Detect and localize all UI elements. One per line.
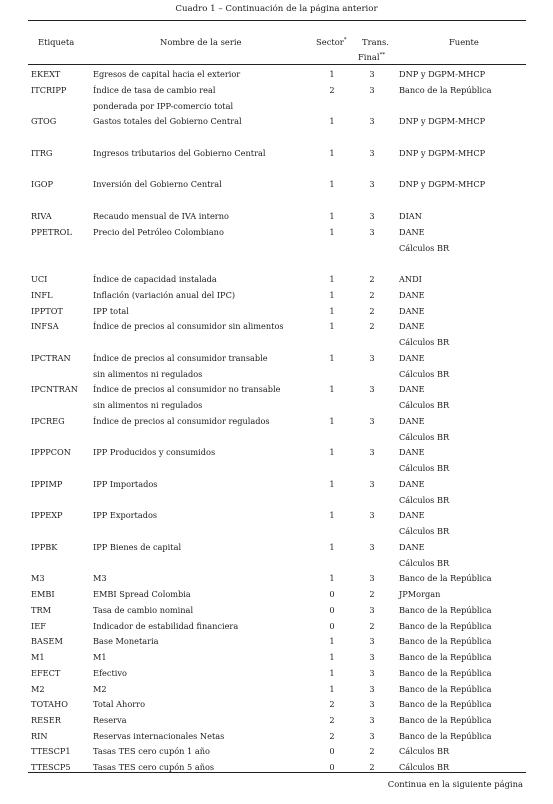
cell-sector: 1 [329, 668, 335, 678]
cell-series-name: Efectivo [93, 668, 127, 678]
cell-label: IPCREG [31, 416, 65, 426]
cell-series-name: Índice de capacidad instalada [93, 274, 217, 284]
header-trans-text: Final [358, 52, 380, 62]
cell-trans: 2 [369, 306, 375, 316]
cell-label: TTESCP5 [31, 762, 71, 772]
cell-source: DANE [399, 321, 425, 331]
cell-sector: 1 [329, 384, 335, 394]
cell-series-name: Total Ahorro [93, 699, 146, 709]
cell-label: IPPPCON [31, 447, 71, 457]
cell-label: IPPIMP [31, 479, 63, 489]
cell-label: RESER [31, 715, 61, 725]
cell-trans: 3 [369, 542, 375, 552]
cell-source: ANDI [399, 274, 422, 284]
cell-sector: 1 [329, 274, 335, 284]
cell-trans: 3 [369, 731, 375, 741]
cell-sector: 1 [329, 321, 335, 331]
cell-sector: 2 [329, 85, 335, 95]
cell-source: Banco de la República [399, 684, 492, 694]
header-sector-mark: * [343, 37, 347, 44]
cell-label: M1 [31, 652, 45, 662]
cell-source: Cálculos BR [399, 746, 450, 756]
cell-sector: 1 [329, 306, 335, 316]
header-label: Etiqueta [38, 37, 75, 47]
cell-trans: 3 [369, 69, 375, 79]
cell-source: DANE [399, 227, 425, 237]
cell-source: DANE [399, 479, 425, 489]
cell-label: IPPBK [31, 542, 58, 552]
cell-sector: 2 [329, 731, 335, 741]
cell-series-name: Índice de precios al consumidor sin alimentos [93, 321, 284, 331]
cell-source: DANE [399, 306, 425, 316]
cell-source: DNP y DGPM-MHCP [399, 148, 486, 158]
cell-source-continued: Cálculos BR [399, 558, 450, 568]
cell-sector: 1 [329, 684, 335, 694]
cell-source: Banco de la República [399, 699, 492, 709]
cell-source: DANE [399, 447, 425, 457]
cell-label: UCI [31, 274, 48, 284]
header-source: Fuente [449, 37, 479, 47]
cell-sector: 1 [329, 573, 335, 583]
cell-sector: 1 [329, 69, 335, 79]
cell-source: DNP y DGPM-MHCP [399, 179, 486, 189]
header-sector-text: Sector [316, 37, 344, 47]
cell-label: GTOG [31, 116, 57, 126]
cell-sector: 1 [329, 542, 335, 552]
cell-label: TTESCP1 [31, 746, 71, 756]
cell-sector: 0 [329, 621, 335, 631]
cell-sector: 1 [329, 510, 335, 520]
cell-source-continued: Cálculos BR [399, 463, 450, 473]
cell-sector: 1 [329, 227, 335, 237]
cell-trans: 3 [369, 684, 375, 694]
cell-source: DNP y DGPM-MHCP [399, 116, 486, 126]
cell-trans: 2 [369, 290, 375, 300]
cell-series-name: IPP Producidos y consumidos [93, 447, 216, 457]
cell-series-name: EMBI Spread Colombia [93, 589, 191, 599]
cell-source: DANE [399, 290, 425, 300]
cell-series-name: Base Monetaria [93, 636, 159, 646]
header-name: Nombre de la serie [160, 37, 242, 47]
cell-series-name: Reserva [93, 715, 127, 725]
cell-source: Banco de la República [399, 605, 492, 615]
table-caption: Cuadro 1 – Continuación de la página anterior [175, 4, 378, 14]
cell-series-name: IPP Importados [93, 479, 158, 489]
cell-sector: 2 [329, 715, 335, 725]
cell-series-name: Precio del Petróleo Colombiano [93, 227, 224, 237]
cell-source: Banco de la República [399, 573, 492, 583]
cell-label: ITRG [31, 148, 53, 158]
cell-series-name-continued: ponderada por IPP-comercio total [93, 101, 234, 111]
cell-series-name: Reservas internacionales Netas [93, 731, 225, 741]
cell-sector: 0 [329, 589, 335, 599]
cell-trans: 3 [369, 479, 375, 489]
cell-series-name: Tasas TES cero cupón 1 año [93, 746, 210, 756]
cell-label: IPCNTRAN [31, 384, 78, 394]
header-sector [316, 37, 347, 47]
cell-series-name: Egresos de capital hacia el exterior [93, 69, 241, 79]
cell-sector: 1 [329, 479, 335, 489]
cell-trans: 3 [369, 668, 375, 678]
cell-source: DANE [399, 416, 425, 426]
cell-series-name: Inversión del Gobierno Central [93, 179, 222, 189]
cell-series-name: Tasas TES cero cupón 5 años [93, 762, 215, 772]
top-rule [28, 20, 526, 21]
cell-trans: 3 [369, 116, 375, 126]
cell-label: INFSA [31, 321, 59, 331]
cell-series-name: Recaudo mensual de IVA interno [93, 211, 229, 221]
cell-sector: 0 [329, 605, 335, 615]
cell-trans: 3 [369, 699, 375, 709]
cell-label: EFECT [31, 668, 61, 678]
bottom-rule [28, 772, 526, 773]
cell-label: BASEM [31, 636, 63, 646]
cell-label: EKEXT [31, 69, 61, 79]
cell-label: RIVA [31, 211, 52, 221]
cell-sector: 1 [329, 116, 335, 126]
cell-series-name: M3 [93, 573, 107, 583]
cell-label: ITCRIPP [31, 85, 67, 95]
cell-series-name: Índice de precios al consumidor no transable [93, 384, 281, 394]
cell-sector: 2 [329, 699, 335, 709]
cell-trans: 2 [369, 621, 375, 631]
cell-source: DANE [399, 510, 425, 520]
cell-source: DNP y DGPM-MHCP [399, 69, 486, 79]
cell-sector: 1 [329, 148, 335, 158]
cell-series-name: Ingresos tributarios del Gobierno Central [93, 148, 266, 158]
cell-sector: 1 [329, 353, 335, 363]
cell-trans: 3 [369, 510, 375, 520]
cell-series-name: IPP Bienes de capital [93, 542, 182, 552]
cell-label: IGOP [31, 179, 53, 189]
cell-label: TOTAHO [31, 699, 68, 709]
cell-source: Cálculos BR [399, 762, 450, 772]
cell-label: IPPEXP [31, 510, 63, 520]
cell-series-name: Tasa de cambio nominal [93, 605, 194, 615]
cell-trans: 3 [369, 353, 375, 363]
cell-trans: 3 [369, 148, 375, 158]
cell-source: Banco de la República [399, 621, 492, 631]
cell-sector: 1 [329, 416, 335, 426]
cell-trans: 3 [369, 605, 375, 615]
cell-series-name: IPP total [93, 306, 129, 316]
cell-source: DIAN [399, 211, 422, 221]
cell-series-name: Indicador de estabilidad financiera [93, 621, 239, 631]
cell-label: RIN [31, 731, 48, 741]
cell-sector: 0 [329, 746, 335, 756]
cell-source-continued: Cálculos BR [399, 337, 450, 347]
cell-sector: 1 [329, 652, 335, 662]
cell-source: Banco de la República [399, 85, 492, 95]
cell-sector: 1 [329, 290, 335, 300]
cell-source: Banco de la República [399, 652, 492, 662]
cell-trans: 3 [369, 447, 375, 457]
header-trans-line1: Trans. [362, 37, 389, 47]
cell-source-continued: Cálculos BR [399, 526, 450, 536]
cell-series-name: M1 [93, 652, 107, 662]
cell-series-name: Gastos totales del Gobierno Central [93, 116, 242, 126]
cell-trans: 3 [369, 179, 375, 189]
cell-trans: 3 [369, 636, 375, 646]
cell-trans: 3 [369, 211, 375, 221]
cell-source: Banco de la República [399, 715, 492, 725]
cell-source-continued: Cálculos BR [399, 495, 450, 505]
cell-label: IPCTRAN [31, 353, 71, 363]
cell-source: Banco de la República [399, 636, 492, 646]
cell-trans: 2 [369, 589, 375, 599]
cell-trans: 3 [369, 652, 375, 662]
cell-source: DANE [399, 353, 425, 363]
cell-series-name-continued: sin alimentos ni regulados [93, 369, 203, 379]
cell-sector: 1 [329, 447, 335, 457]
cell-trans: 2 [369, 274, 375, 284]
cell-source: DANE [399, 542, 425, 552]
cell-series-name: Inflación (variación anual del IPC) [93, 290, 236, 300]
continuation-note: Continua en la siguiente página [387, 779, 523, 789]
cell-trans: 2 [369, 762, 375, 772]
cell-sector: 1 [329, 211, 335, 221]
cell-source: JPMorgan [399, 589, 441, 599]
header-trans-mark: ** [379, 52, 386, 59]
cell-source-continued: Cálculos BR [399, 432, 450, 442]
cell-series-name: Índice de precios al consumidor transable [93, 353, 268, 363]
cell-series-name-continued: sin alimentos ni regulados [93, 400, 203, 410]
cell-label: EMBI [31, 589, 55, 599]
cell-trans: 3 [369, 227, 375, 237]
cell-trans: 3 [369, 416, 375, 426]
cell-source: DANE [399, 384, 425, 394]
cell-series-name: M2 [93, 684, 107, 694]
cell-sector: 0 [329, 762, 335, 772]
cell-label: PPETROL [31, 227, 72, 237]
header-rule [28, 64, 526, 65]
cell-trans: 3 [369, 384, 375, 394]
cell-series-name: IPP Exportados [93, 510, 158, 520]
cell-label: TRM [31, 605, 52, 615]
cell-trans: 3 [369, 715, 375, 725]
cell-source: Banco de la República [399, 731, 492, 741]
cell-sector: 1 [329, 636, 335, 646]
cell-label: IPPTOT [31, 306, 63, 316]
header-trans-line2 [358, 52, 385, 62]
cell-source-continued: Cálculos BR [399, 243, 450, 253]
cell-label: M2 [31, 684, 45, 694]
cell-label: IEF [31, 621, 46, 631]
cell-trans: 2 [369, 321, 375, 331]
cell-sector: 1 [329, 179, 335, 189]
cell-trans: 2 [369, 746, 375, 756]
cell-source-continued: Cálculos BR [399, 369, 450, 379]
cell-series-name: Índice de tasa de cambio real [93, 85, 216, 95]
cell-trans: 3 [369, 85, 375, 95]
cell-label: M3 [31, 573, 45, 583]
cell-source: Banco de la República [399, 668, 492, 678]
cell-source-continued: Cálculos BR [399, 400, 450, 410]
cell-trans: 3 [369, 573, 375, 583]
cell-series-name: Índice de precios al consumidor regulados [93, 416, 270, 426]
cell-label: INFL [31, 290, 53, 300]
